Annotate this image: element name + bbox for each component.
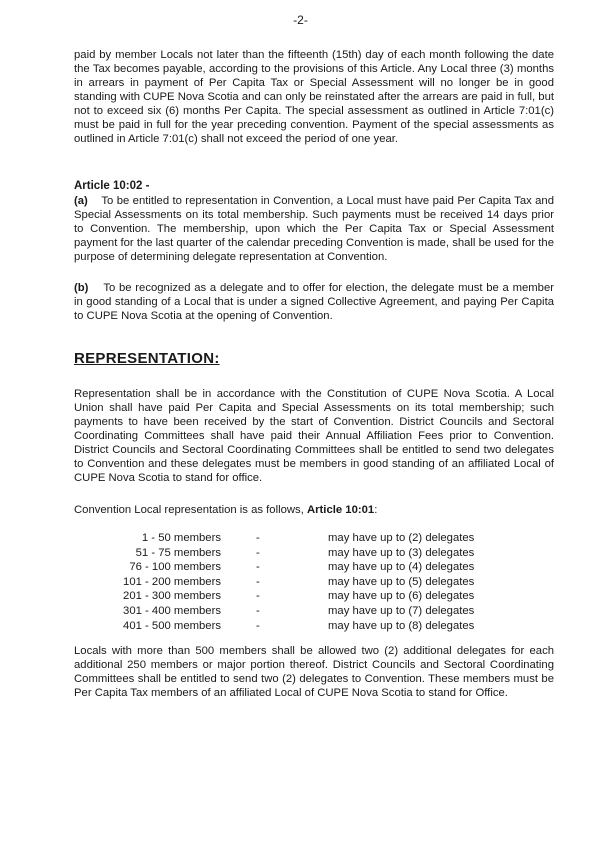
paragraph-per-capita bbox=[74, 48, 554, 146]
row-dash: - bbox=[256, 590, 260, 603]
clause-a-text: To be entitled to representation in Convention, a Local must have paid Per Capita Tax and Special Assessments on its total membership. Such payments must be received 14 days prior to Convention. The membership, upon which the Per Capita Tax or Special Assessment payment for the last quarter of the calendar preceding Convention is made, shall be used for the purpose of determining delegate representation at Convention. bbox=[74, 195, 554, 263]
closing-paragraph bbox=[74, 644, 554, 700]
article-10-02-b bbox=[74, 281, 554, 323]
representation-heading: REPRESENTATION: bbox=[74, 350, 220, 367]
intro-text: Convention Local representation is as follows, bbox=[74, 504, 307, 516]
delegate-allowance: may have up to (2) delegates bbox=[328, 532, 475, 544]
member-range: 76 - 100 members bbox=[129, 561, 221, 574]
row-dash: - bbox=[256, 604, 260, 617]
representation-paragraph bbox=[74, 387, 554, 485]
row-dash: - bbox=[256, 619, 260, 632]
intro-article-ref: Article 10:01 bbox=[306, 504, 375, 516]
member-range: 201 - 300 members bbox=[123, 590, 221, 603]
member-range: 101 - 200 members bbox=[123, 575, 221, 588]
representation-intro bbox=[74, 503, 554, 517]
row-dash: - bbox=[256, 575, 260, 588]
row-dash: - bbox=[256, 561, 260, 574]
page-number: -2- bbox=[293, 13, 308, 27]
delegate-allowance: may have up to (5) delegates bbox=[328, 575, 475, 588]
paragraph-per-capita-text: paid by member Locals not later than the fifteenth (15th) day of each month following the date the Tax becomes payable, according to the provisions of this Article. Any Local three (3) months in arrears in payment of Per Capita Tax or Special Assessment will no longer be in good standing with CUPE Nova Scotia and can only be reinstated after the arrears are paid in full, but not to exceed six (6) months Per Capita. The special assessment as outlined in Article 7:01(c) must be paid in full for the year preceding convention. Payment of the special assessments as outlined in Article 7:01(c) shall not exceed the period of one year. bbox=[74, 49, 554, 145]
clause-b-label: (b) bbox=[74, 282, 89, 294]
delegate-allowance: may have up to (6) delegates bbox=[328, 590, 475, 603]
intro-end: : bbox=[374, 504, 378, 516]
clause-a-label: (a) bbox=[74, 195, 88, 207]
article-10-02-a bbox=[74, 194, 554, 264]
member-range: 401 - 500 members bbox=[123, 619, 221, 632]
row-dash: - bbox=[256, 532, 260, 544]
member-range: 301 - 400 members bbox=[123, 604, 221, 617]
representation-paragraph-text: Representation shall be in accordance with the Constitution of CUPE Nova Scotia. A Local Union shall have paid Per Capita and Special Assessments on its total membership; such payments to have been received by the start of Convention. District Councils and Sectoral Coordinating Committees shall have paid their Annual Affiliation Fees prior to Convention. District Councils and Sectoral Coordinating Committees shall be entitled to send two delegates to Convention and these delegates must be members in good standing of an affiliated Local of CUPE Nova Scotia to stand for office. bbox=[74, 388, 554, 484]
closing-paragraph-text: Locals with more than 500 members shall be allowed two (2) additional delegates for each additional 250 members or major portion thereof. District Councils and Sectoral Coordinating Committees shall be entitled to send two (2) delegates to Convention. These members must be Per Capita Tax members of an affiliated Local of CUPE Nova Scotia to stand for Office. bbox=[74, 645, 554, 699]
member-range: 1 - 50 members bbox=[141, 532, 221, 544]
member-range: 51 - 75 members bbox=[135, 546, 221, 559]
delegate-allowance: may have up to (4) delegates bbox=[328, 561, 475, 574]
delegate-allowance: may have up to (7) delegates bbox=[328, 604, 475, 617]
article-10-02-title: Article 10:02 - bbox=[74, 180, 150, 192]
row-dash: - bbox=[256, 546, 260, 559]
delegate-allowance: may have up to (3) delegates bbox=[328, 546, 475, 559]
delegate-allowance: may have up to (8) delegates bbox=[328, 619, 475, 632]
clause-b-text: To be recognized as a delegate and to offer for election, the delegate must be a member in good standing of a Local that is under a signed Collective Agreement, and paying Per Capita to CUPE Nova Scotia at the opening of Convention. bbox=[74, 282, 554, 322]
